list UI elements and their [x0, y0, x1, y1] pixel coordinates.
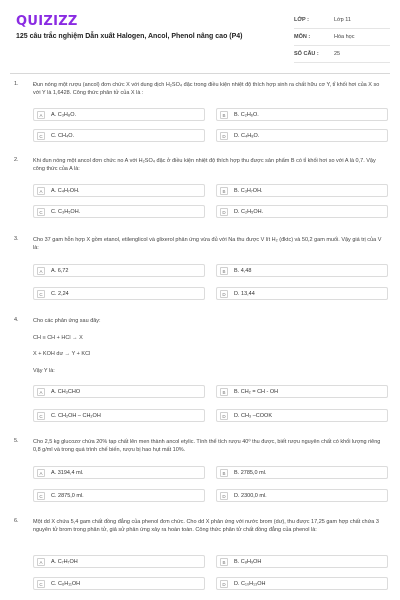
reaction-line-1: CH ≡ CH + HCl → X: [33, 335, 83, 341]
option-b[interactable]: [216, 264, 388, 277]
option-d[interactable]: [216, 577, 388, 590]
option-letter: A: [37, 187, 45, 195]
option-text: B. C₈H₉OH: [234, 559, 262, 565]
question-text: Một dd X chứa 5,4 gam chất đồng đẳng của phenol đơn chức. Cho dd X phản ứng với nước brom (dư), thu được 17,25 gam hợp chất chứa 3 nguyên tử brom trong phân tử, giả sử phản ứng xảy ra hoàn toàn. Công thức phân tử chất đồng đẳng của phenol là:: [33, 519, 379, 533]
option-letter: D: [220, 412, 228, 420]
meta-info: [294, 12, 390, 63]
question-number: 4.: [14, 317, 19, 323]
question-text: Cho 37 gam hỗn hợp X gồm etanol, etilenglicol và glixerol phản ứng vừa đủ với Na thu được V lít H₂ (đktc) và 50,2 gam muối. Vậy giá trị của V là:: [33, 237, 382, 251]
meta-value: Lớp 11: [334, 17, 351, 23]
option-letter: B: [220, 111, 228, 119]
option-text: A. C₇H₇OH: [51, 559, 78, 565]
option-letter: C: [37, 580, 45, 588]
option-letter: D: [220, 580, 228, 588]
option-letter: A: [37, 267, 45, 275]
option-b[interactable]: [216, 555, 388, 568]
quizizz-logo: QUIZIZZ: [16, 14, 78, 29]
option-letter: D: [220, 208, 228, 216]
page-title: 125 câu trắc nghiệm Dẫn xuất Halogen, Ancol, Phenol nâng cao (P4): [16, 33, 243, 40]
option-text: C. C₆H₁₁OH: [51, 581, 81, 587]
option-b[interactable]: [216, 466, 388, 479]
option-text: D. C₁₀H₁₃OH: [234, 581, 266, 587]
reaction-line-2: X + KOH dư → Y + KCl: [33, 351, 91, 357]
option-letter: B: [220, 267, 228, 275]
option-letter: A: [37, 388, 45, 396]
question-number: 1.: [14, 81, 19, 87]
option-letter: D: [220, 132, 228, 140]
option-text: C. 2875,0 ml.: [51, 493, 84, 499]
option-text: C. 2,24: [51, 291, 69, 297]
option-letter: C: [37, 412, 45, 420]
question-number: 5.: [14, 438, 19, 444]
question-text: Cho các phản ứng sau đây:: [33, 318, 101, 324]
option-b[interactable]: [216, 184, 388, 197]
option-letter: B: [220, 187, 228, 195]
option-text: C. CH₄O.: [51, 133, 75, 139]
option-text: C. C₃H₅OH.: [51, 209, 81, 215]
option-d[interactable]: [216, 205, 388, 218]
option-c[interactable]: [33, 409, 205, 422]
meta-row-grade: [294, 12, 390, 29]
option-letter: D: [220, 290, 228, 298]
page-header: [0, 0, 400, 66]
option-text: D. C₄H₈O.: [234, 133, 260, 139]
question-number: 6.: [14, 518, 19, 524]
option-d[interactable]: [216, 409, 388, 422]
option-text: B. CH₂ = CH - OH: [234, 389, 279, 395]
option-a[interactable]: [33, 385, 205, 398]
option-a[interactable]: [33, 555, 205, 568]
meta-row-count: [294, 46, 390, 63]
question-text: Khi đun nóng một ancol đơn chức no A với H₂SO₄ đặc ở điều kiện nhiệt độ thích hợp thu được sản phẩm B có tỉ khối hơi so với A là 0,7. Vậy công thức của A là:: [33, 158, 376, 172]
option-letter: B: [220, 388, 228, 396]
option-letter: C: [37, 290, 45, 298]
option-letter: B: [220, 558, 228, 566]
option-text: D. CH₃ –COOK: [234, 413, 272, 419]
option-text: B. C₂H₆O.: [234, 112, 259, 118]
option-text: D. C₂H₅OH.: [234, 209, 264, 215]
option-text: A. CH₃CHO: [51, 389, 81, 395]
option-letter: C: [37, 492, 45, 500]
option-letter: C: [37, 132, 45, 140]
option-text: B. 4,48: [234, 268, 252, 274]
option-text: B. C₃H₇OH.: [234, 188, 263, 194]
question-text: Đun nóng một rượu (ancol) đơn chức X với dung dịch H₂SO₄ đặc trong điều kiện nhiệt độ thích hợp sinh ra chất hữu cơ Y, tỉ khối hơi của X so với Y là 1,6428. Công thức phân tử của X là :: [33, 82, 380, 96]
option-b[interactable]: [216, 385, 388, 398]
option-d[interactable]: [216, 129, 388, 142]
option-letter: A: [37, 469, 45, 477]
meta-key: LỚP :: [294, 17, 309, 23]
meta-key: SỐ CÂU :: [294, 51, 319, 57]
option-a[interactable]: [33, 108, 205, 121]
option-a[interactable]: [33, 466, 205, 479]
meta-value: 25: [334, 51, 341, 57]
option-text: D. 13,44: [234, 291, 255, 297]
option-a[interactable]: [33, 184, 205, 197]
option-letter: A: [37, 111, 45, 119]
question-number: 3.: [14, 236, 19, 242]
option-text: A. 6,72: [51, 268, 69, 274]
answer-prompt: Vậy Y là:: [33, 368, 55, 374]
option-c[interactable]: [33, 129, 205, 142]
option-c[interactable]: [33, 287, 205, 300]
option-text: A. 3194,4 ml.: [51, 470, 84, 476]
option-c[interactable]: [33, 489, 205, 502]
option-c[interactable]: [33, 205, 205, 218]
option-d[interactable]: [216, 489, 388, 502]
option-letter: C: [37, 208, 45, 216]
option-b[interactable]: [216, 108, 388, 121]
option-letter: B: [220, 469, 228, 477]
option-text: A. C₄H₇OH.: [51, 188, 80, 194]
option-letter: A: [37, 558, 45, 566]
option-d[interactable]: [216, 287, 388, 300]
option-text: B. 2785,0 ml.: [234, 470, 267, 476]
meta-row-subject: [294, 29, 390, 46]
question-text: Cho 2,5 kg glucozơ chứa 20% tạp chất lên men thành ancol etylic. Tính thể tích rượu 40⁰ thu được, biết rượu nguyên chất có khối lượng riêng 0,8 g/ml và trong quá trình chế biến, rượu bị hao hụt mất 10%.: [33, 439, 381, 453]
meta-key: MÔN :: [294, 34, 311, 40]
option-c[interactable]: [33, 577, 205, 590]
option-a[interactable]: [33, 264, 205, 277]
header-divider: [10, 73, 390, 74]
option-text: D. 2300,0 ml.: [234, 493, 267, 499]
option-text: A. C₃H₈O.: [51, 112, 76, 118]
meta-value: Hóa học: [334, 34, 355, 40]
option-text: C. CH₂OH – CH₂OH: [51, 413, 101, 419]
option-letter: D: [220, 492, 228, 500]
question-number: 2.: [14, 157, 19, 163]
